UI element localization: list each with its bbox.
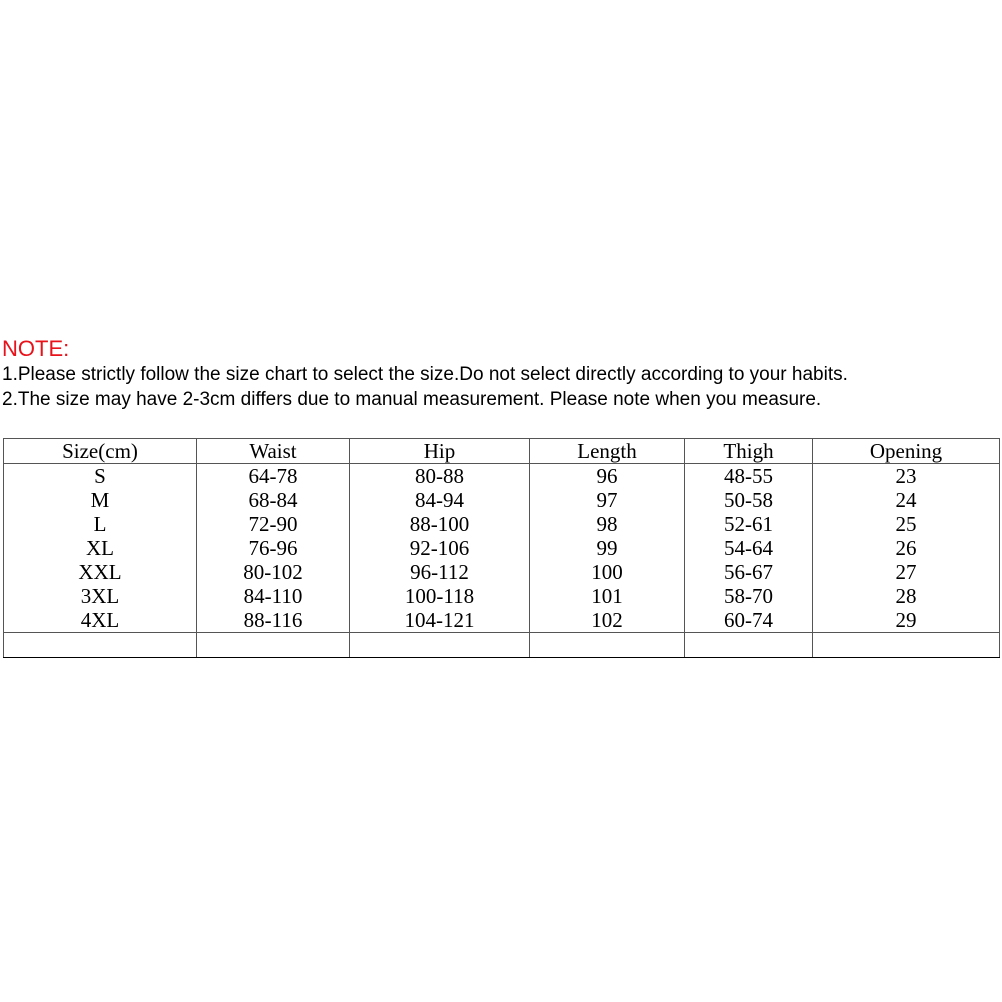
cell-length: 102 xyxy=(530,608,685,633)
cell-waist: 72-90 xyxy=(197,512,350,536)
cell-empty xyxy=(4,633,197,658)
cell-size: XL xyxy=(4,536,197,560)
header-opening: Opening xyxy=(813,439,1000,464)
cell-size: M xyxy=(4,488,197,512)
cell-waist: 88-116 xyxy=(197,608,350,633)
cell-thigh: 60-74 xyxy=(685,608,813,633)
cell-opening: 27 xyxy=(813,560,1000,584)
cell-hip: 80-88 xyxy=(350,464,530,489)
cell-empty xyxy=(350,633,530,658)
cell-thigh: 50-58 xyxy=(685,488,813,512)
cell-size: S xyxy=(4,464,197,489)
cell-hip: 104-121 xyxy=(350,608,530,633)
cell-size: 3XL xyxy=(4,584,197,608)
cell-size: XXL xyxy=(4,560,197,584)
cell-opening: 25 xyxy=(813,512,1000,536)
cell-hip: 84-94 xyxy=(350,488,530,512)
cell-waist: 80-102 xyxy=(197,560,350,584)
table-row xyxy=(4,608,1000,633)
cell-opening: 28 xyxy=(813,584,1000,608)
size-chart-table xyxy=(3,438,1000,658)
cell-length: 99 xyxy=(530,536,685,560)
table-row xyxy=(4,512,1000,536)
note-title: NOTE: xyxy=(2,336,70,361)
cell-hip: 100-118 xyxy=(350,584,530,608)
cell-length: 98 xyxy=(530,512,685,536)
header-size: Size(cm) xyxy=(4,439,197,464)
cell-length: 96 xyxy=(530,464,685,489)
size-note xyxy=(2,336,998,412)
cell-opening: 26 xyxy=(813,536,1000,560)
cell-thigh: 48-55 xyxy=(685,464,813,489)
cell-size: L xyxy=(4,512,197,536)
cell-empty xyxy=(685,633,813,658)
header-waist: Waist xyxy=(197,439,350,464)
table-row xyxy=(4,464,1000,489)
cell-waist: 64-78 xyxy=(197,464,350,489)
cell-hip: 92-106 xyxy=(350,536,530,560)
header-hip: Hip xyxy=(350,439,530,464)
cell-empty xyxy=(530,633,685,658)
cell-waist: 76-96 xyxy=(197,536,350,560)
cell-length: 100 xyxy=(530,560,685,584)
cell-empty xyxy=(813,633,1000,658)
cell-empty xyxy=(197,633,350,658)
table-row xyxy=(4,584,1000,608)
table-row xyxy=(4,560,1000,584)
table-row xyxy=(4,536,1000,560)
cell-thigh: 54-64 xyxy=(685,536,813,560)
header-thigh: Thigh xyxy=(685,439,813,464)
cell-length: 101 xyxy=(530,584,685,608)
table-row-empty xyxy=(4,633,1000,658)
cell-waist: 84-110 xyxy=(197,584,350,608)
cell-thigh: 56-67 xyxy=(685,560,813,584)
cell-thigh: 58-70 xyxy=(685,584,813,608)
cell-hip: 88-100 xyxy=(350,512,530,536)
note-line-2: 2.The size may have 2-3cm differs due to manual measurement. Please note when you measure. xyxy=(2,389,822,410)
table-row xyxy=(4,488,1000,512)
cell-hip: 96-112 xyxy=(350,560,530,584)
header-length: Length xyxy=(530,439,685,464)
cell-size: 4XL xyxy=(4,608,197,633)
cell-opening: 29 xyxy=(813,608,1000,633)
cell-waist: 68-84 xyxy=(197,488,350,512)
cell-opening: 24 xyxy=(813,488,1000,512)
table-header-row xyxy=(4,439,1000,464)
note-line-1: 1.Please strictly follow the size chart to select the size.Do not select directly according to your habits. xyxy=(2,364,848,385)
cell-opening: 23 xyxy=(813,464,1000,489)
cell-thigh: 52-61 xyxy=(685,512,813,536)
cell-length: 97 xyxy=(530,488,685,512)
